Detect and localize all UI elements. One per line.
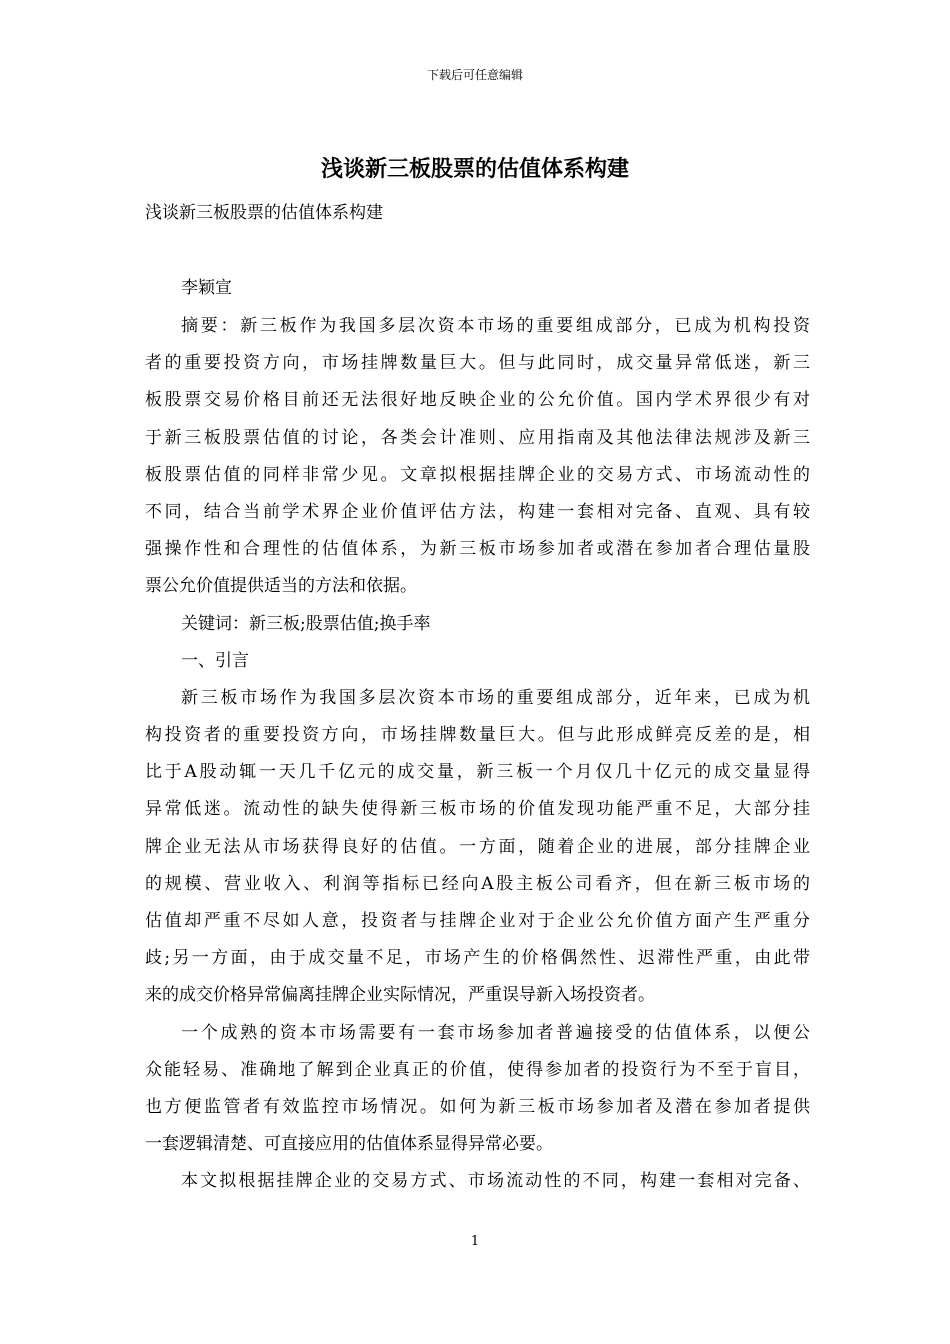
text-line: 一、引言 [181, 650, 249, 671]
text-line: 歧;另一方面，由于成交量不足，市场产生的价格偶然性、迟滞性严重，由此带 [145, 948, 810, 969]
text-line: 比于A股动辄一天几千亿元的成交量，新三板一个月仅几十亿元的成交量显得 [145, 762, 810, 783]
text-line: 关键词：新三板;股票估值;换手率 [181, 613, 431, 634]
text-line: 本文拟根据挂牌企业的交易方式、市场流动性的不同，构建一套相对完备、 [181, 1171, 810, 1192]
text-line: 众能轻易、准确地了解到企业真正的价值，使得参加者的投资行为不至于盲目， [145, 1059, 810, 1080]
document-body [145, 308, 810, 1201]
text-line: 估值却严重不尽如人意，投资者与挂牌企业对于企业公允价值方面产生严重分 [145, 911, 810, 931]
text-line: 摘要：新三板作为我国多层次资本市场的重要组成部分，已成为机构投资 [181, 316, 810, 336]
author-name: 李颖宣 [181, 278, 232, 298]
text-line: 也方便监管者有效监控市场情况。如何为新三板市场参加者及潜在参加者提供 [145, 1096, 810, 1117]
text-line: 构投资者的重要投资方向，市场挂牌数量巨大。但与此形成鲜亮反差的是，相 [145, 725, 810, 746]
text-line: 强操作性和合理性的估值体系，为新三板市场参加者或潜在参加者合理估量股 [145, 539, 810, 560]
text-line: 新三板市场作为我国多层次资本市场的重要组成部分，近年来，已成为机 [181, 687, 810, 708]
header-note: 下载后可任意编辑 [426, 68, 523, 82]
text-line: 票公允价值提供适当的方法和依据。 [145, 576, 417, 597]
document-subtitle: 浅谈新三板股票的估值体系构建 [145, 203, 383, 223]
text-line: 于新三板股票估值的讨论，各类会计准则、应用指南及其他法律法规涉及新三 [145, 427, 810, 448]
text-line: 来的成交价格异常偏离挂牌企业实际情况，严重误导新入场投资者。 [145, 985, 655, 1006]
author-block [145, 270, 810, 307]
text-line: 牌企业无法从市场获得良好的估值。一方面，随着企业的进展，部分挂牌企业 [145, 836, 810, 857]
text-line: 一套逻辑清楚、可直接应用的估值体系显得异常必要。 [145, 1134, 553, 1155]
text-line: 不同，结合当前学术界企业价值评估方法，构建一套相对完备、直观、具有较 [145, 501, 810, 522]
text-line: 板股票估值的同样非常少见。文章拟根据挂牌企业的交易方式、市场流动性的 [145, 464, 810, 485]
text-line: 异常低迷。流动性的缺失使得新三板市场的价值发现功能严重不足，大部分挂 [145, 799, 810, 820]
text-line: 者的重要投资方向，市场挂牌数量巨大。但与此同时，成交量异常低迷，新三 [145, 353, 810, 374]
page-number: 1 [470, 1234, 480, 1249]
text-line: 的规模、营业收入、利润等指标已经向A股主板公司看齐，但在新三板市场的 [145, 873, 810, 894]
text-line: 一个成熟的资本市场需要有一套市场参加者普遍接受的估值体系，以便公 [181, 1022, 810, 1043]
text-line: 板股票交易价格目前还无法很好地反映企业的公允价值。国内学术界很少有对 [145, 390, 810, 411]
document-title: 浅谈新三板股票的估值体系构建 [320, 156, 629, 182]
